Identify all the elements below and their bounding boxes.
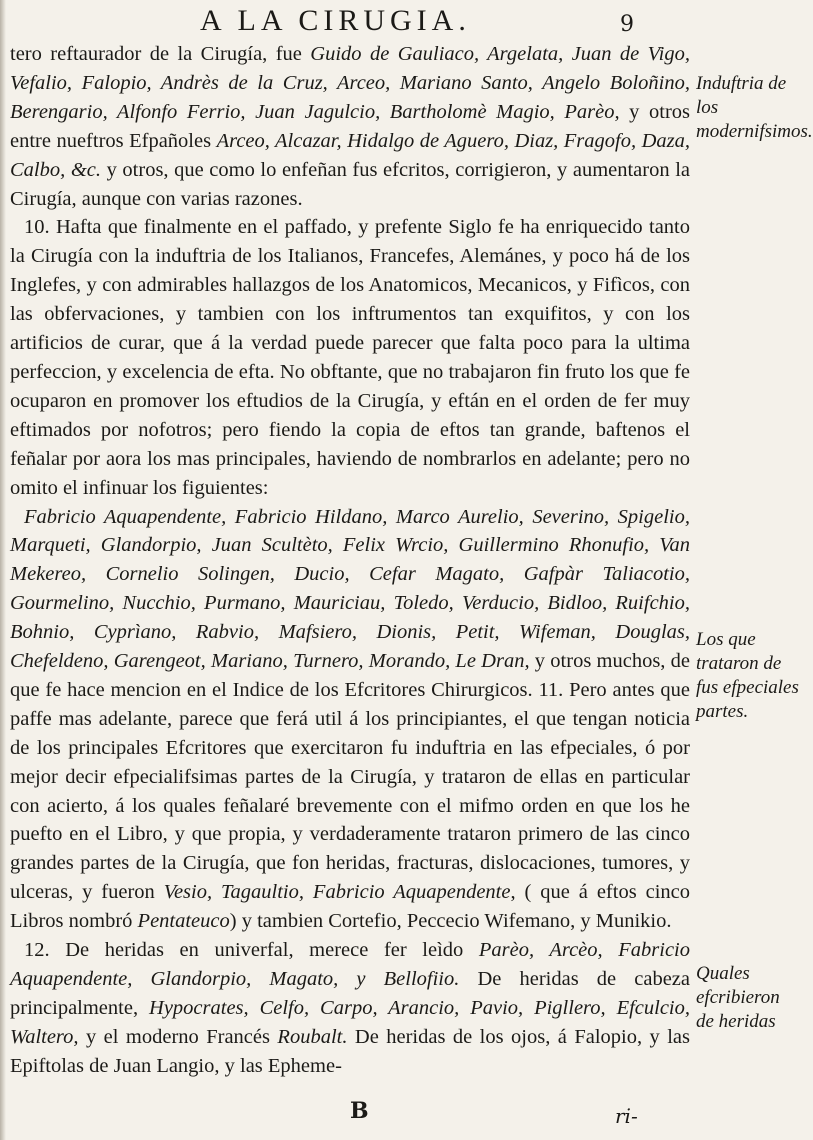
margin-note-quales-escribieron: Quales efcribieron de heridas (696, 963, 780, 1032)
page-number: 9 (620, 12, 634, 37)
paragraph-11: Fabricio Aquapendente, Fabricio Hildano, Marco Aurelio, Severino, Spigelio, Marqueti, Glandorpio, Juan Scultèto, Felix Wrcio, Guillermino Rhonufio, Van Mekereo, Cornelio Solingen, Ducio, Cefar Magato, Gafpàr Taliacotio, Gourmelino, Nucchio, Purmano, Mauriciau, Toledo, Verducio, Bidloo, Ruifchio, Bohnio, Cyprìano, Rabvio, Mafsiero, Dionis, Petit, Wifeman, Douglas, Chefeldeno, Garengeot, Mariano, Turnero, Morando, Le Dran, y otros muchos, de que fe hace mencion en el Indice de los Efcritores Chirurgicos. 11. Pero antes que paffe mas adelante, parece que ferá util á los principiantes, el que tengan noticia de los principales Efcritores que exercitaron fu induftria en las efpeciales, ó por mejor decir efpecialifsimas partes de la Cirugía, y trataron de ellas en particular con acierto, á los quales feñalaré brevemente con el mifmo orden en que los he puefto en el Libro, y que propia, y verdaderamente trataron primero de las cinco grandes partes de la Cirugía, que fon heridas, fracturas, dislocaciones, tumores, y ulceras, y fueron Vesio, Tagaultio, Fabricio Aquapendente, ( que á eftos cinco Libros nombró Pentateuco) y tambien Cortefio, Peccecio Wifemano, y Munikio. (10, 505, 690, 933)
gutter-shadow (0, 0, 6, 1140)
paragraph-10: 10. Hafta que finalmente en el paffado, y prefente Siglo fe ha enriquecido tanto la Cirugía con la induftria de los Italianos, Francefes, Alemánes, y poco há de los Inglefes, y con admirables hallazgos de los Anatomicos, Mecanicos, y Fifìcos, con las obfervaciones, y tambien con los inftrumentos tan exquifitos, y con los artificios de curar, que á la verdad puede parecer que falta poco para la ultima perfeccion, y excelencia de efta. No obftante, que no trabajaron fin fruto los que fe ocuparon en promover los eftudios de la Cirugía, y eftán en el orden de fer muy eftimados por nofotros; pero fiendo la copia de eftos tan grande, baftenos el feñalar por aora los mas principales, haviendo de nombrarlos en adelante; pero no omito el infinuar los figuientes: (10, 216, 690, 499)
signature-mark: B (350, 1098, 369, 1124)
page-header (0, 4, 800, 38)
page-footer (0, 1098, 800, 1138)
text-block: tero reftaurador de la Cirugía, fue Guido de Gauliaco, Argelata, Juan de Vigo, Vefalio, Falopio, Andrès de la Cruz, Arceo, Mariano Santo, Angelo Boloñino, Berengario, Alfonfo Ferrio, Juan Jagulcio, Bartholomè Magio, Parèo, y otros entre nueftros Efpañoles Arceo, Alcazar, Hidalgo de Aguero, Diaz, Fragofo, Daza, Calbo, &c. y otros, que como lo enfeñan fus efcritos, corrigieron, y aumentaron la Cirugía, aunque con varias razones. (10, 43, 691, 210)
main-text (10, 40, 690, 1081)
margin-note-industria: Induftria de los modernifsimos. (696, 73, 813, 142)
running-title: A LA CIRUGIA. (200, 4, 471, 37)
margin-note-los-que-trataron: Los que trataron de fus efpeciales partes. (696, 629, 799, 722)
paragraph-12: 12. De heridas en univerfal, merece fer leìdo Parèo, Arcèo, Fabricio Aquapendente, Glandorpio, Magato, y Bellofiio. De heridas de cabeza principalmente, Hypocrates, Celfo, Carpo, Arancio, Pavio, Pigllero, Efculcio, Waltero, y el moderno Francés Roubalt. De heridas de los ojos, á Falopio, y las Epiftolas de Juan Langio, y las Epheme- (10, 939, 691, 1077)
catchword: ri- (615, 1104, 638, 1128)
